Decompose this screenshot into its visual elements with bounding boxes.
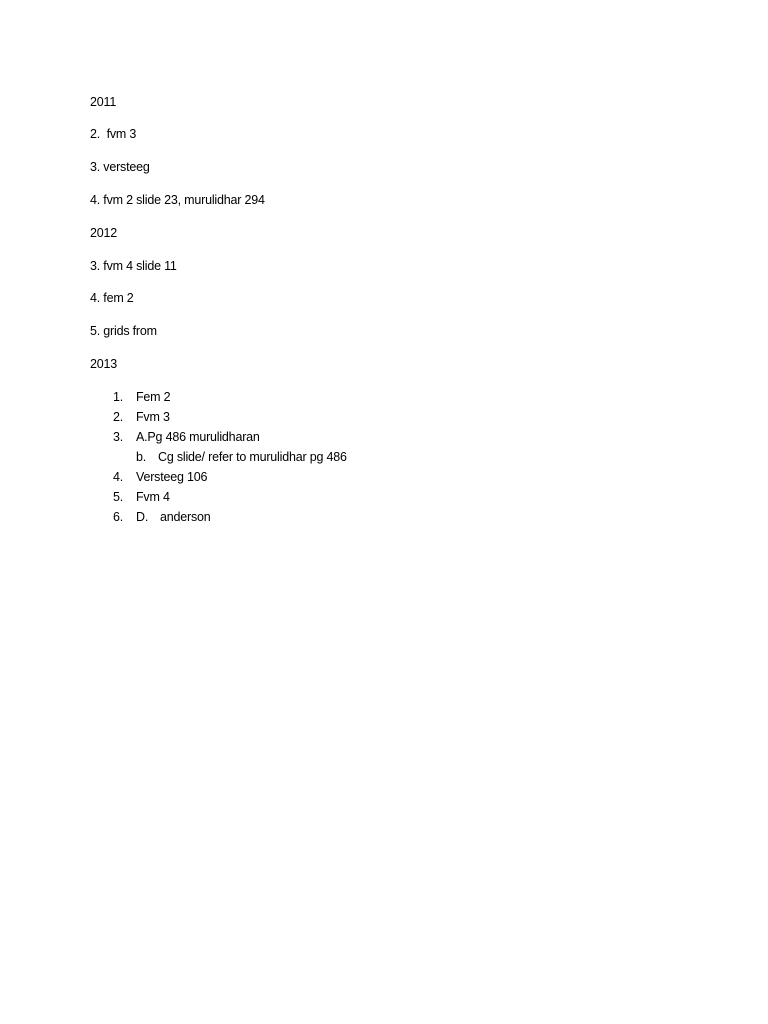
text-line: 5. grids from xyxy=(90,324,157,338)
year-heading-2013: 2013 xyxy=(90,357,118,371)
list-number: 4. xyxy=(113,470,124,484)
text-line: 3. fvm 4 slide 11 xyxy=(90,259,177,273)
year-heading-2011: 2011 xyxy=(90,95,117,109)
sub-list-text: Cg slide/ refer to murulidhar pg 486 xyxy=(158,450,347,464)
list-number: 1. xyxy=(113,390,124,404)
year-heading-2012: 2012 xyxy=(90,226,118,240)
list-number: 6. xyxy=(113,510,124,524)
text-line: 2. fvm 3 xyxy=(90,127,137,141)
list-text-extra: anderson xyxy=(160,510,211,524)
list-text: Fvm 3 xyxy=(136,410,170,424)
list-number: 2. xyxy=(113,410,124,424)
list-number: 5. xyxy=(113,490,124,504)
list-text: D. xyxy=(136,510,149,524)
list-number: 3. xyxy=(113,430,124,444)
list-text: A.Pg 486 murulidharan xyxy=(136,430,260,444)
list-text: Fvm 4 xyxy=(136,490,170,504)
list-text: Fem 2 xyxy=(136,390,171,404)
text-line: 3. versteeg xyxy=(90,160,150,174)
list-text: Versteeg 106 xyxy=(136,470,208,484)
text-line: 4. fvm 2 slide 23, murulidhar 294 xyxy=(90,193,265,207)
sub-list-letter: b. xyxy=(136,450,147,464)
text-line: 4. fem 2 xyxy=(90,291,134,305)
